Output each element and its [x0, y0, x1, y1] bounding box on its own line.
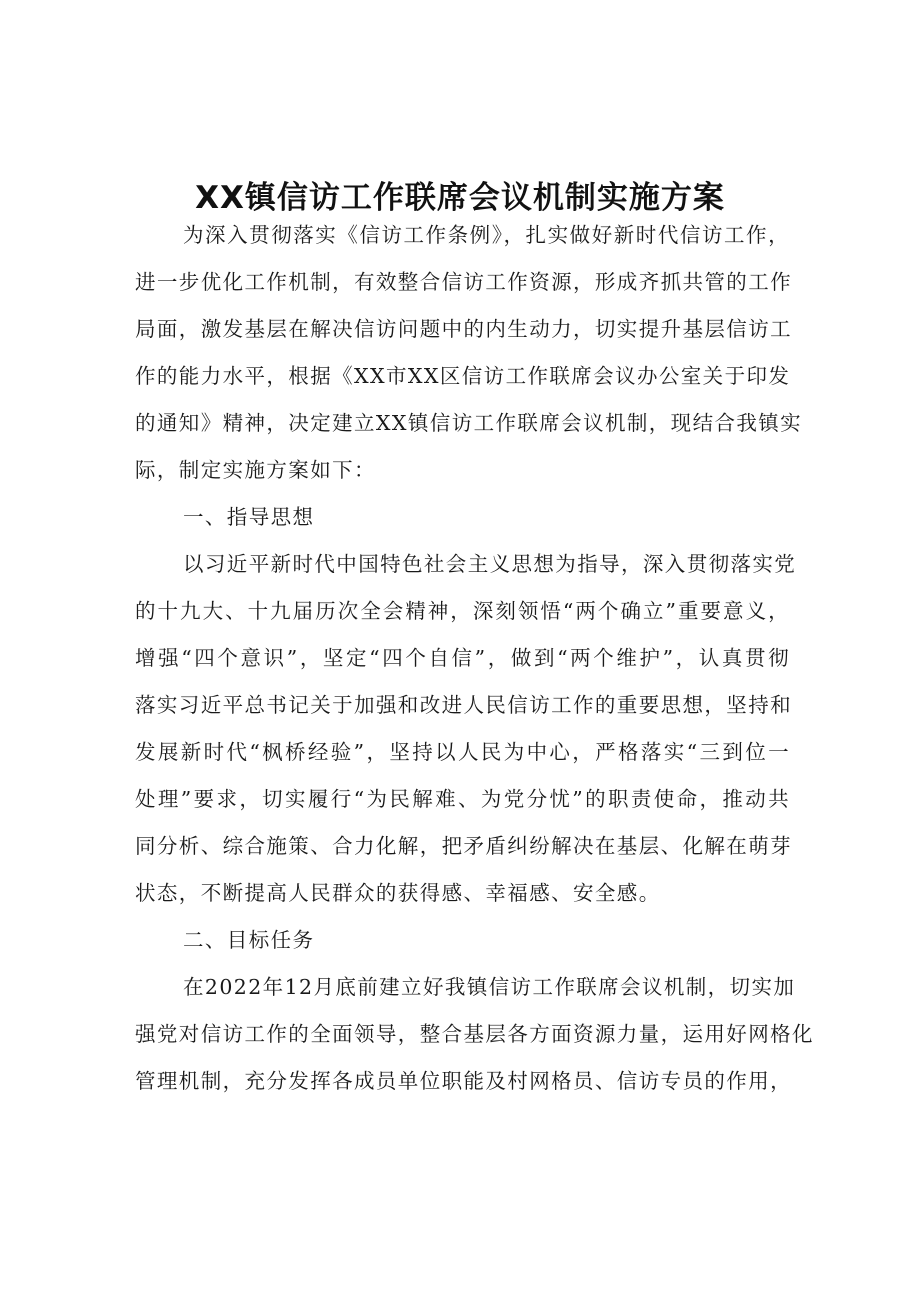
paragraph-line: 进一步优化工作机制，有效整合信访工作资源，形成齐抓共管的工作	[135, 270, 792, 294]
paragraph-line: 的十九大、十九届历次全会精神，深刻领悟“两个确立”重要意义，	[135, 599, 790, 623]
intro-paragraph	[135, 212, 803, 494]
paragraph-line: 发展新时代“枫桥经验”，坚持以人民为中心，严格落实“三到位一	[135, 740, 790, 764]
paragraph-line: 状态，不断提高人民群众的获得感、幸福感、安全感。	[135, 881, 661, 905]
paragraph-line: 作的能力水平，根据《XX市XX区信访工作联席会议办公室关于印发	[135, 364, 791, 388]
paragraph-line: 以习近平新时代中国特色社会主义思想为指导，深入贯彻落实党	[183, 552, 797, 576]
paragraph-line: 处理”要求，切实履行“为民解难、为党分忧”的职责使命，推动共	[135, 787, 790, 811]
paragraph-line: 际，制定实施方案如下：	[135, 458, 376, 482]
paragraph-line: 在2022年12月底前建立好我镇信访工作联席会议机制，切实加	[183, 975, 796, 999]
document-body	[135, 212, 814, 1105]
section-heading-guiding-ideology: 一、指导思想	[183, 505, 315, 529]
paragraph-line: 的通知》精神，决定建立XX镇信访工作联席会议机制，现结合我镇实	[135, 411, 803, 435]
paragraph-line: 落实习近平总书记关于加强和改进人民信访工作的重要思想，坚持和	[135, 693, 792, 717]
document-title: XX镇信访工作联席会议机制实施方案	[195, 180, 725, 216]
section1-paragraph	[135, 541, 797, 917]
section2-paragraph	[135, 964, 814, 1105]
paragraph-line: 强党对信访工作的全面领导，整合基层各方面资源力量，运用好网格化	[135, 1022, 814, 1046]
paragraph-line: 管理机制，充分发挥各成员单位职能及村网格员、信访专员的作用，	[135, 1069, 792, 1093]
section-heading-goals-tasks: 二、目标任务	[183, 928, 315, 952]
paragraph-line: 局面，激发基层在解决信访问题中的内生动力，切实提升基层信访工	[135, 317, 792, 341]
paragraph-line: 为深入贯彻落实《信访工作条例》，扎实做好新时代信访工作，	[183, 223, 790, 247]
paragraph-line: 增强“四个意识”，坚定“四个自信”，做到“两个维护”，认真贯彻	[135, 646, 790, 670]
paragraph-line: 同分析、综合施策、合力化解，把矛盾纠纷解决在基层、化解在萌芽	[135, 834, 792, 858]
